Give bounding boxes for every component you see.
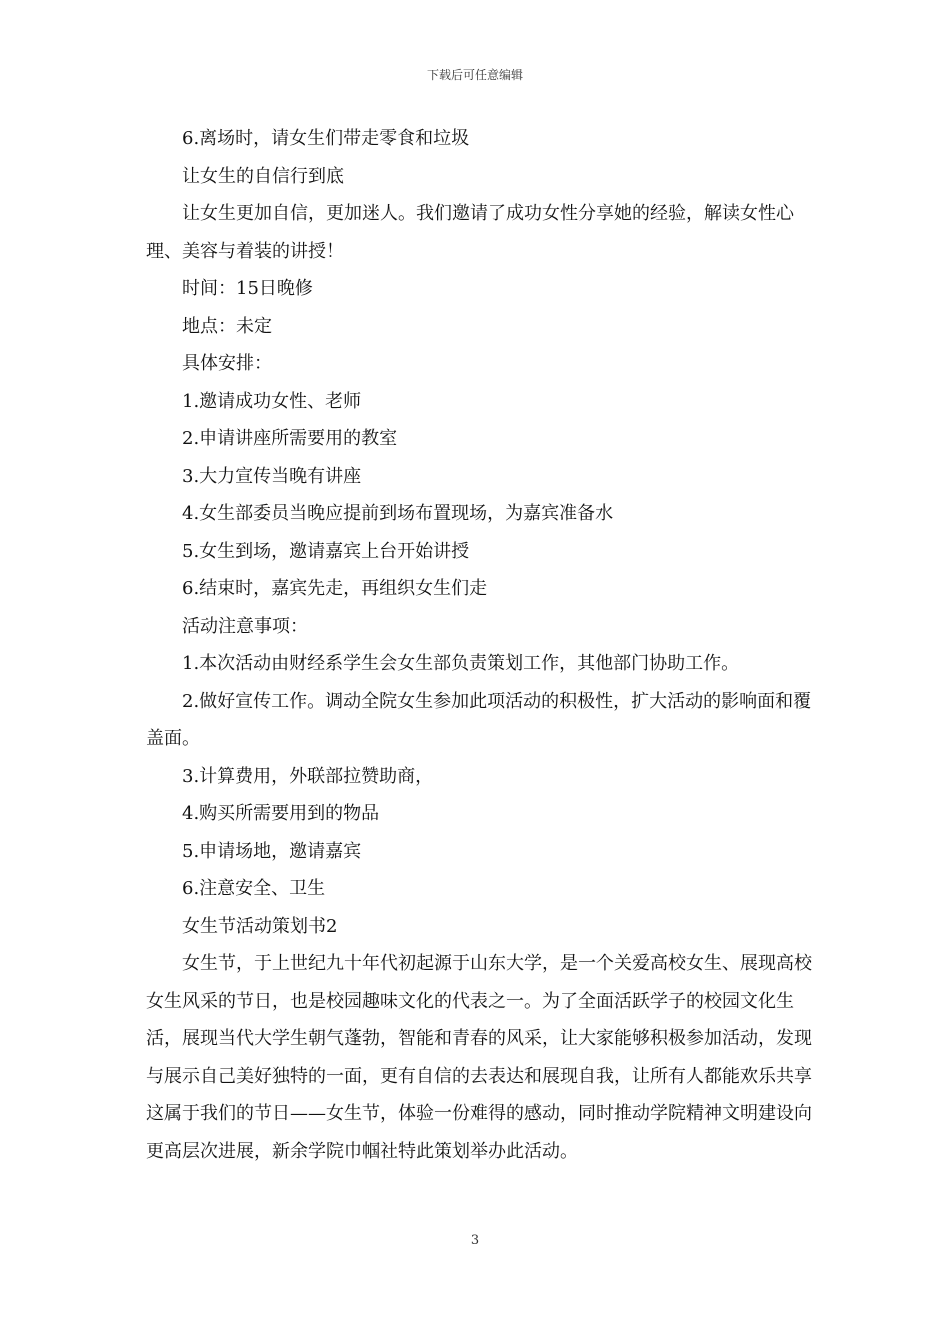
list-item: 6.结束时，嘉宾先走，再组织女生们走 bbox=[182, 578, 488, 599]
list-item: 5.申请场地，邀请嘉宾 bbox=[182, 840, 362, 862]
paragraph: 让女生更加自信，更加迷人。我们邀请了成功女性分享她的经验，解读女性心理、美容与着装的讲授！ bbox=[146, 203, 794, 262]
list-item: 3.大力宣传当晚有讲座 bbox=[182, 465, 362, 487]
paragraph: 具体安排： bbox=[182, 353, 272, 374]
paragraph: 女生节，于上世纪九十年代初起源于山东大学，是一个关爱高校女生、展现高校女生风采的节日，也是校园趣味文化的代表之一。为了全面活跃学子的校园文化生活，展现当代大学生朝气蓬勃，智能和青春的风采，让大家能够积极参加活动，发现与展示自己美好独特的一面，更有自信的去表达和展现自我，让所有人都能欢乐共享这属于我们的节日——女生节，体验一份难得的感动，同时推动学院精神文明建设向更高层次进展，新余学院巾帼社特此策划举办此活动。 bbox=[146, 953, 812, 1162]
list-item: 3.计算费用，外联部拉赞助商， bbox=[182, 765, 434, 787]
paragraph: 活动注意事项： bbox=[182, 615, 308, 637]
list-item: 1.邀请成功女性、老师 bbox=[182, 390, 362, 412]
page-header: 下载后可任意编辑 bbox=[426, 68, 523, 82]
section-heading: 女生节活动策划书2 bbox=[182, 915, 338, 937]
paragraph: 6.离场时，请女生们带走零食和垃圾 bbox=[182, 128, 470, 149]
list-item: 2.做好宣传工作。调动全院女生参加此项活动的积极性，扩大活动的影响面和覆盖面。 bbox=[146, 690, 812, 749]
paragraph: 地点：未定 bbox=[182, 315, 272, 337]
list-item: 4.女生部委员当晚应提前到场布置现场，为嘉宾准备水 bbox=[182, 503, 614, 524]
list-item: 6.注意安全、卫生 bbox=[182, 878, 326, 899]
paragraph: 让女生的自信行到底 bbox=[182, 165, 344, 187]
list-item: 1.本次活动由财经系学生会女生部负责策划工作，其他部门协助工作。 bbox=[182, 653, 740, 674]
paragraph: 时间：15日晚修 bbox=[182, 278, 313, 299]
document-body bbox=[146, 120, 816, 1170]
list-item: 5.女生到场，邀请嘉宾上台开始讲授 bbox=[182, 540, 470, 562]
page-number: 3 bbox=[470, 1233, 480, 1248]
list-item: 4.购买所需要用到的物品 bbox=[182, 803, 380, 824]
list-item: 2.申请讲座所需要用的教室 bbox=[182, 428, 398, 449]
